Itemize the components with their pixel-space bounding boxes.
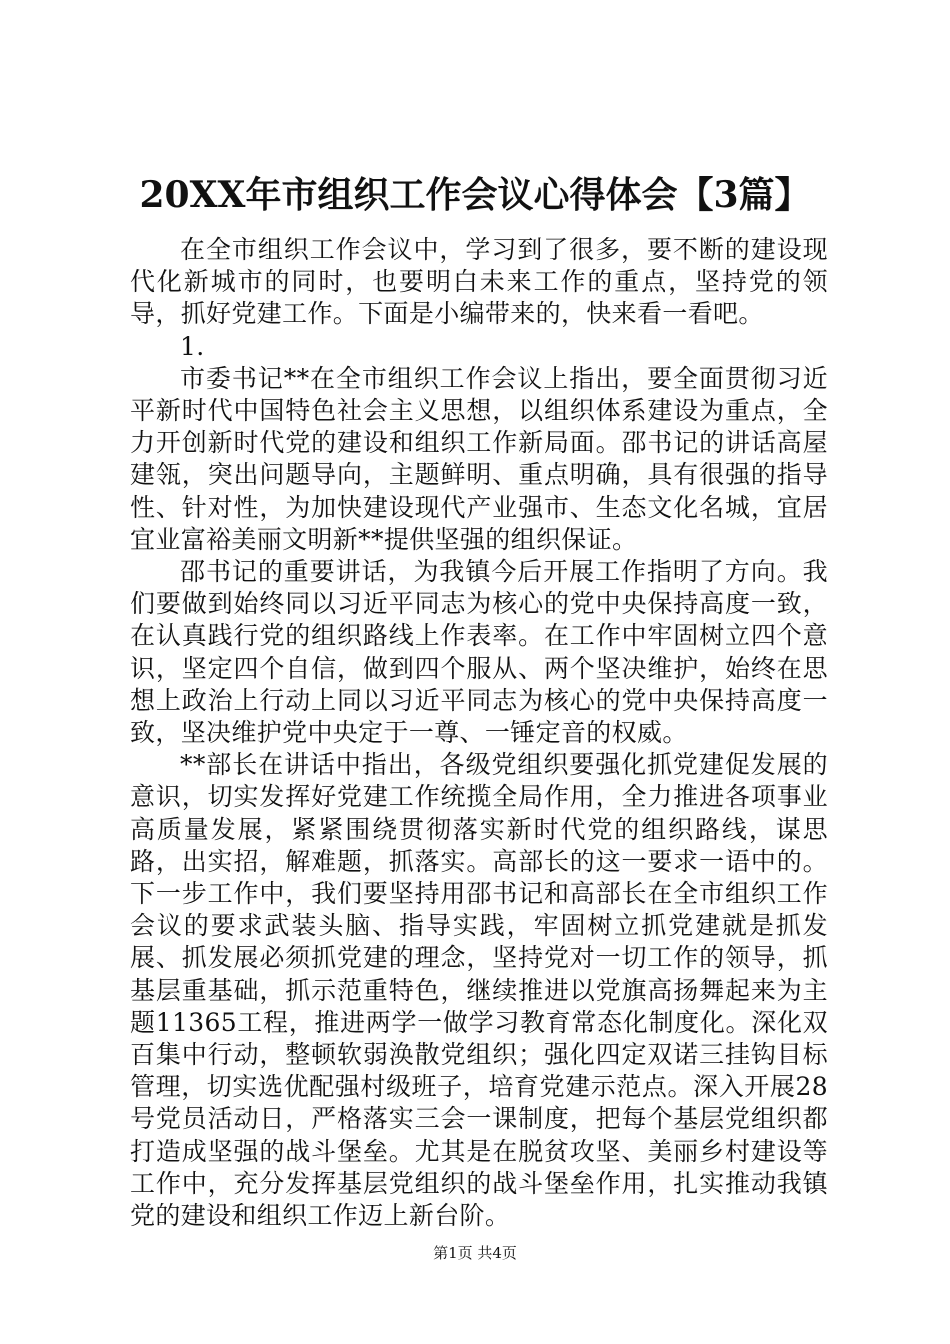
body-paragraph: 市委书记**在全市组织工作会议上指出，要全面贯彻习近平新时代中国特色社会主义思想，以组织体系建设为重点，全力开创新时代党的建设和组织工作新局面。邵书记的讲话高屋建瓴，突出问题导向，主题鲜明、重点明确，具有很强的指导性、针对性，为加快建设现代产业强市、生态文化名城，宜居宜业富裕美丽文明新**提供坚强的组织保证。 bbox=[130, 363, 828, 554]
body-paragraph: **部长在讲话中指出，各级党组织要强化抓党建促发展的意识，切实发挥好党建工作统揽全局作用，全力推进各项事业高质量发展，紧紧围绕贯彻落实新时代党的组织路线，谋思路，出实招，解难题，抓落实。高部长的这一要求一语中的。下一步工作中，我们要坚持用邵书记和高部长在全市组织工作会议的要求武装头脑、指导实践，牢固树立抓党建就是抓发展、抓发展必须抓党建的理念，坚持党对一切工作的领导，抓基层重基础，抓示范重特色，继续推进以党旗高扬舞起来为主题11365工程，推进两学一做学习教育常态化制度化。深化双百集中行动，整顿软弱涣散党组织；强化四定双诺三挂钩目标管理，切实选优配强村级班子，培育党建示范点。深入开展28号党员活动日，严格落实三会一课制度，把每个基层党组织都打造成坚强的战斗堡垒。尤其是在脱贫攻坚、美丽乡村建设等工作中，充分发挥基层党组织的战斗堡垒作用，扎实推动我镇党的建设和组织工作迈上新台阶。 bbox=[130, 750, 828, 1231]
document-title: 20XX年市组织工作会议心得体会【3篇】 bbox=[139, 174, 811, 216]
intro-paragraph: 在全市组织工作会议中，学习到了很多，要不断的建设现代化新城市的同时，也要明白未来工作的重点，坚持党的领导，抓好党建工作。下面是小编带来的，快来看一看吧。 bbox=[130, 235, 828, 329]
section-number: 1. bbox=[180, 331, 205, 361]
page-footer: 第1页 共4页 bbox=[433, 1244, 517, 1262]
document-body bbox=[130, 234, 828, 1232]
body-paragraph: 邵书记的重要讲话，为我镇今后开展工作指明了方向。我们要做到始终同以习近平同志为核心的党中央保持高度一致，在认真践行党的组织路线上作表率。在工作中牢固树立四个意识，坚定四个自信，做到四个服从、两个坚决维护，始终在思想上政治上行动上同以习近平同志为核心的党中央保持高度一致，坚决维护党中央定于一尊、一锤定音的权威。 bbox=[130, 557, 828, 748]
